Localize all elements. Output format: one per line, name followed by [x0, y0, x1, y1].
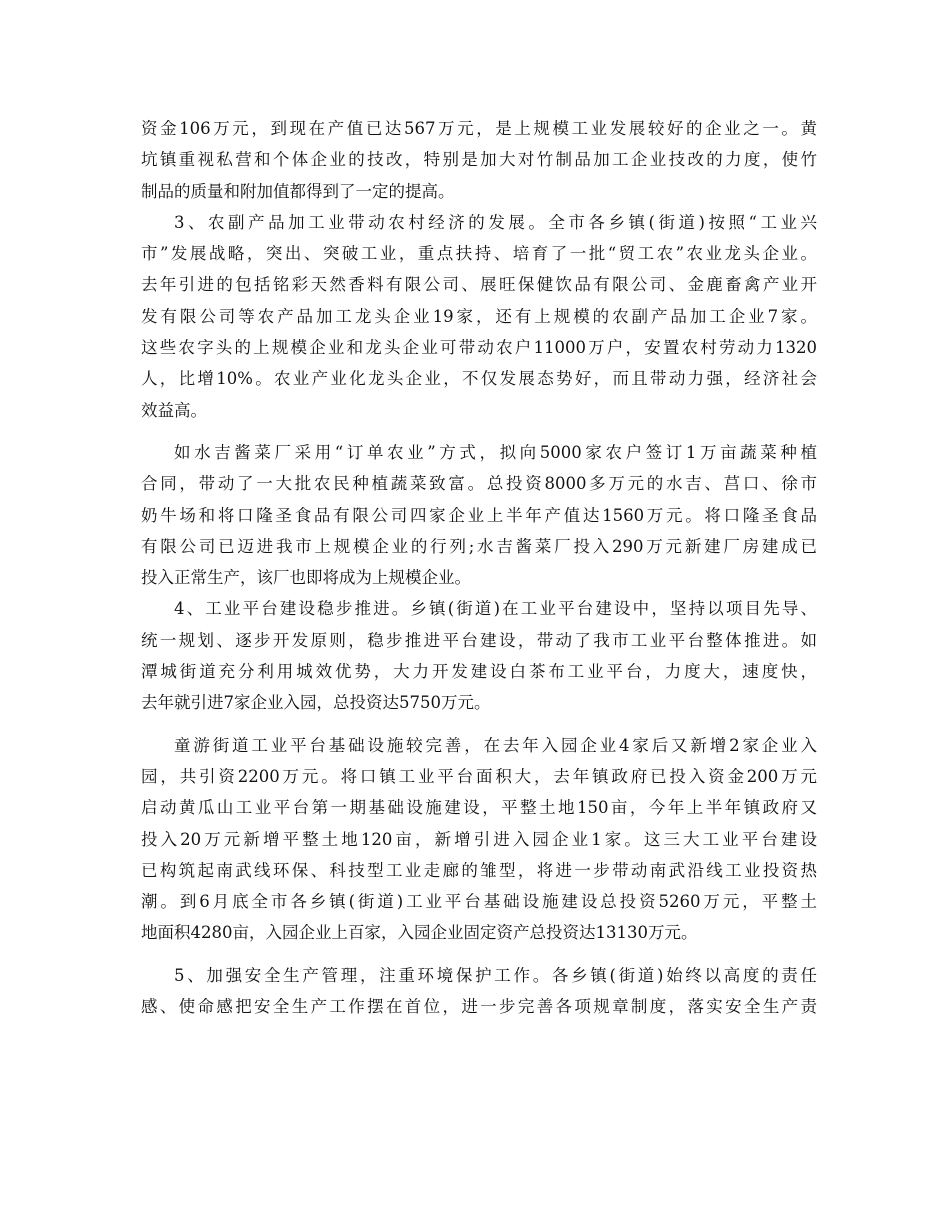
- text-line: 有限公司已迈进我市上规模企业的行列;水吉酱菜厂投入290万元新建厂房建成已: [141, 536, 817, 556]
- text-line: 感、使命感把安全生产工作摆在首位，进一步完善各项规章制度，落实安全生产责: [141, 997, 817, 1017]
- text-line: 童游街道工业平台基础设施较完善，在去年入园企业4家后又新增2家企业入: [174, 735, 817, 755]
- text-line: 启动黄瓜山工业平台第一期基础设施建设，平整土地150亩，今年上半年镇政府又: [141, 798, 817, 818]
- text-line: 制品的质量和附加值都得到了一定的提高。: [141, 181, 455, 201]
- text-line: 这些农字头的上规模企业和龙头企业可带动农户11000万户，安置农村劳动力1320: [141, 338, 817, 358]
- text-line: 3、农副产品加工业带动农村经济的发展。全市各乡镇(街道)按照“工业兴: [174, 212, 817, 232]
- text-line: 坑镇重视私营和个体企业的技改，特别是加大对竹制品加工企业技改的力度，使竹: [141, 150, 817, 170]
- text-line: 人，比增10%。农业产业化龙头企业，不仅发展态势好，而且带动力强，经济社会: [141, 369, 817, 389]
- text-line: 去年就引进7家企业入园，总投资达5750万元。: [141, 693, 491, 713]
- text-line: 统一规划、逐步开发原则，稳步推进平台建设，带动了我市工业平台整体推进。如: [141, 630, 817, 650]
- text-line: 资金106万元，到现在产值已达567万元，是上规模工业发展较好的企业之一。黄: [141, 119, 817, 138]
- paragraph-gap: [141, 949, 817, 960]
- text-line: 发有限公司等农产品加工龙头企业19家，还有上规模的农副产品加工企业7家。: [141, 306, 817, 326]
- text-line: 效益高。: [141, 400, 207, 420]
- text-line: 潮。到6月底全市各乡镇(街道)工业平台基础设施建设总投资5260万元，平整土: [141, 892, 817, 912]
- text-line: 投入20万元新增平整土地120亩，新增引进入园企业1家。这三大工业平台建设: [141, 829, 817, 849]
- paragraph-gap: [141, 719, 817, 730]
- text-line: 去年引进的包括铭彩天然香料有限公司、展旺保健饮品有限公司、金鹿畜禽产业开: [141, 275, 817, 295]
- text-line: 合同，带动了一大批农民种植蔬菜致富。总投资8000多万元的水吉、莒口、徐市: [141, 474, 817, 494]
- text-line: 投入正常生产，该厂也即将成为上规模企业。: [141, 568, 471, 588]
- text-line: 如水吉酱菜厂采用“订单农业”方式，拟向5000家农户签订1万亩蔬菜种植: [174, 442, 817, 462]
- text-line: 园，共引资2200万元。将口镇工业平台面积大，去年镇政府已投入资金200万元: [141, 766, 817, 786]
- text-line: 已构筑起南武线环保、科技型工业走廊的雏型，将进一步带动南武沿线工业投资热: [141, 860, 817, 880]
- document-page: [141, 113, 817, 1022]
- text-line: 市”发展战略，突出、突破工业，重点扶持、培育了一批“贸工农”农业龙头企业。: [141, 244, 817, 264]
- text-line: 地面积4280亩，入园企业上百家，入园企业固定资产总投资达13130万元。: [141, 923, 698, 943]
- text-line: 奶牛场和将口隆圣食品有限公司四家企业上半年产值达1560万元。将口隆圣食品: [141, 505, 817, 525]
- paragraph-gap: [141, 426, 817, 437]
- text-line: 4、工业平台建设稳步推进。乡镇(街道)在工业平台建设中，坚持以项目先导、: [174, 599, 817, 619]
- text-line: 5、加强安全生产管理，注重环境保护工作。各乡镇(街道)始终以高度的责任: [174, 965, 817, 985]
- text-line: 潭城街道充分利用城效优势，大力开发建设白茶布工业平台，力度大，速度快，: [141, 662, 817, 682]
